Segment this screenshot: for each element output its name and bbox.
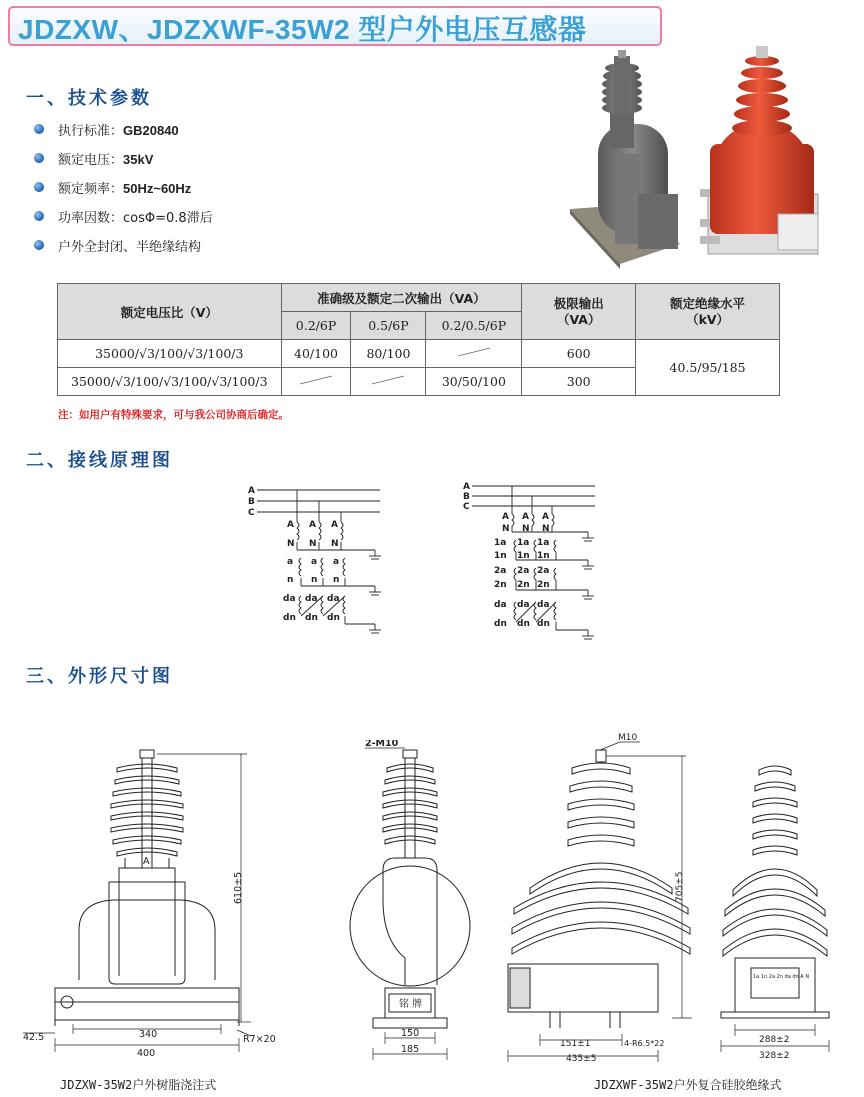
spec-label: 额定电压： bbox=[58, 153, 124, 168]
section-heading-dimensions: 三、外形尺寸图 bbox=[26, 666, 173, 687]
cell-ratio: 35000/√3/100/√3/100/√3/100/3 bbox=[58, 368, 282, 396]
spec-label: 额定频率： bbox=[58, 182, 124, 197]
terminal-label: A bbox=[542, 512, 549, 522]
dimension-drawing-jdzxw-front bbox=[15, 740, 285, 1065]
terminal-label: N bbox=[522, 524, 530, 534]
spec-value: cosΦ=0.8滞后 bbox=[123, 211, 213, 226]
terminal-label: 2a bbox=[537, 566, 550, 576]
parameter-table bbox=[57, 283, 780, 396]
table-note: 注：如用户有特殊要求，可与我公司协商后确定。 bbox=[58, 409, 289, 421]
terminal-label: N bbox=[309, 539, 317, 549]
caption-right: JDZXWF-35W2户外复合硅胶绝缘式 bbox=[594, 1078, 782, 1092]
wiring-diagram-right bbox=[460, 478, 610, 644]
line-label-b: B bbox=[463, 492, 470, 502]
terminal-label: dn bbox=[517, 619, 530, 629]
header-class-1: 0.2/6P bbox=[281, 312, 351, 340]
dim-total-width: 400 bbox=[137, 1048, 156, 1059]
terminal-label: dn bbox=[537, 619, 550, 629]
terminal-label: da bbox=[517, 600, 530, 610]
dim-hole: 4-R6.5*22 bbox=[624, 1039, 665, 1048]
dimension-drawing-jdzxwf-side bbox=[715, 750, 864, 1068]
spec-structure bbox=[58, 236, 201, 255]
cell-class-2-empty bbox=[351, 368, 426, 396]
marker-label: A bbox=[143, 856, 150, 867]
section-heading-wiring: 二、接线原理图 bbox=[26, 450, 173, 471]
terminal-label: 1a bbox=[494, 538, 507, 548]
line-label-c: C bbox=[463, 502, 470, 512]
terminal-label: n bbox=[333, 575, 340, 585]
cell-limit: 600 bbox=[522, 340, 636, 368]
dash-slash-icon bbox=[368, 374, 408, 386]
header-insulation: 额定绝缘水平 （kV） bbox=[636, 284, 780, 340]
dim-height: 610±5 bbox=[233, 871, 244, 904]
terminal-label: 2a bbox=[517, 566, 530, 576]
terminal-label: 1a bbox=[537, 538, 550, 548]
terminal-label: A bbox=[287, 520, 294, 530]
spec-label: 功率因数： bbox=[58, 211, 124, 226]
terminal-label: dn bbox=[494, 619, 507, 629]
dim-bolt: M10 bbox=[618, 733, 638, 743]
cell-class-1: 40/100 bbox=[281, 340, 351, 368]
bullet-icon bbox=[34, 124, 44, 134]
header-class-3: 0.2/0.5/6P bbox=[426, 312, 522, 340]
table-row bbox=[58, 340, 780, 368]
header-limit-output: 极限输出 （VA） bbox=[522, 284, 636, 340]
cell-limit: 300 bbox=[522, 368, 636, 396]
spec-value: 50Hz~60Hz bbox=[123, 181, 192, 196]
cell-class-3-empty bbox=[426, 340, 522, 368]
dim-width-inner: 288±2 bbox=[759, 1035, 790, 1045]
product-photos bbox=[560, 44, 860, 284]
header-class-2: 0.5/6P bbox=[351, 312, 426, 340]
terminal-label: n bbox=[287, 575, 294, 585]
terminal-label: N bbox=[331, 539, 339, 549]
cell-class-1-empty bbox=[281, 368, 351, 396]
terminal-label: dn bbox=[305, 613, 318, 623]
nameplate-label: 铭 牌 bbox=[399, 999, 423, 1010]
red-transformer-photo bbox=[700, 46, 818, 254]
terminal-label: da bbox=[494, 600, 507, 610]
header-ratio: 额定电压比（V） bbox=[58, 284, 282, 340]
dim-bolt: 2-M10 bbox=[365, 740, 399, 749]
terminal-label: da bbox=[283, 594, 296, 604]
terminal-label: 1a bbox=[517, 538, 530, 548]
terminal-label: a bbox=[311, 557, 318, 567]
terminal-box-labels: 1a 1n 2a 2n da dn A N bbox=[753, 974, 810, 980]
section-heading-specs: 一、技术参数 bbox=[26, 88, 152, 109]
dim-width-inner: 150 bbox=[401, 1028, 420, 1039]
cell-ratio: 35000/√3/100/√3/100/3 bbox=[58, 340, 282, 368]
terminal-label: a bbox=[287, 557, 294, 567]
terminal-label: 1n bbox=[517, 551, 530, 561]
terminal-label: N bbox=[287, 539, 295, 549]
terminal-label: 2n bbox=[537, 580, 550, 590]
terminal-label: N bbox=[542, 524, 550, 534]
wiring-diagram-left bbox=[245, 480, 395, 640]
spec-power-factor bbox=[58, 207, 213, 226]
bullet-icon bbox=[34, 153, 44, 163]
dim-offset: 42.5 bbox=[23, 1032, 45, 1043]
cell-class-3: 30/50/100 bbox=[426, 368, 522, 396]
dim-width-outer: 328±2 bbox=[759, 1051, 790, 1061]
cell-class-2: 80/100 bbox=[351, 340, 426, 368]
dim-width-inner: 151±1 bbox=[560, 1039, 591, 1049]
terminal-label: A bbox=[309, 520, 316, 530]
spec-label: 执行标准： bbox=[58, 124, 124, 139]
spec-value: 35kV bbox=[123, 152, 154, 167]
bullet-icon bbox=[34, 182, 44, 192]
dim-radius: R7×20 bbox=[243, 1034, 276, 1045]
line-label-b: B bbox=[248, 497, 255, 507]
terminal-label: A bbox=[522, 512, 529, 522]
terminal-label: dn bbox=[283, 613, 296, 623]
dash-slash-icon bbox=[454, 346, 494, 358]
terminal-label: da bbox=[537, 600, 550, 610]
spec-value: GB20840 bbox=[123, 123, 179, 138]
terminal-label: A bbox=[331, 520, 338, 530]
terminal-label: a bbox=[333, 557, 340, 567]
dimension-drawing-jdzxw-side bbox=[345, 740, 495, 1065]
terminal-label: 1n bbox=[494, 551, 507, 561]
spec-voltage bbox=[58, 149, 153, 168]
cell-insulation: 40.5/95/185 bbox=[636, 340, 780, 396]
spec-label: 户外全封闭、半绝缘结构 bbox=[58, 240, 202, 255]
terminal-label: 2a bbox=[494, 566, 507, 576]
terminal-label: dn bbox=[327, 613, 340, 623]
dimension-drawing-jdzxwf-front bbox=[500, 728, 700, 1068]
dim-width-outer: 435±5 bbox=[566, 1054, 597, 1064]
header-accuracy: 准确级及额定二次输出（VA） bbox=[281, 284, 522, 312]
spec-frequency bbox=[58, 178, 191, 197]
dim-base-width: 340 bbox=[139, 1029, 158, 1040]
terminal-label: N bbox=[502, 524, 510, 534]
line-label-a: A bbox=[248, 486, 255, 496]
dash-slash-icon bbox=[296, 374, 336, 386]
terminal-label: da bbox=[327, 594, 340, 604]
dim-height: 705±5 bbox=[675, 871, 685, 902]
line-label-c: C bbox=[248, 508, 255, 518]
line-label-a: A bbox=[463, 482, 470, 492]
dim-width-outer: 185 bbox=[401, 1044, 420, 1055]
terminal-label: 2n bbox=[494, 580, 507, 590]
terminal-label: n bbox=[311, 575, 318, 585]
bullet-icon bbox=[34, 211, 44, 221]
bullet-icon bbox=[34, 240, 44, 250]
terminal-label: da bbox=[305, 594, 318, 604]
terminal-label: A bbox=[502, 512, 509, 522]
terminal-label: 2n bbox=[517, 580, 530, 590]
gray-transformer-photo bbox=[570, 50, 680, 269]
page-title: JDZXW、JDZXWF-35W2 型户外电压互感器 bbox=[18, 14, 587, 45]
terminal-label: 1n bbox=[537, 551, 550, 561]
spec-standard bbox=[58, 120, 179, 139]
caption-left: JDZXW-35W2户外树脂浇注式 bbox=[60, 1078, 217, 1092]
